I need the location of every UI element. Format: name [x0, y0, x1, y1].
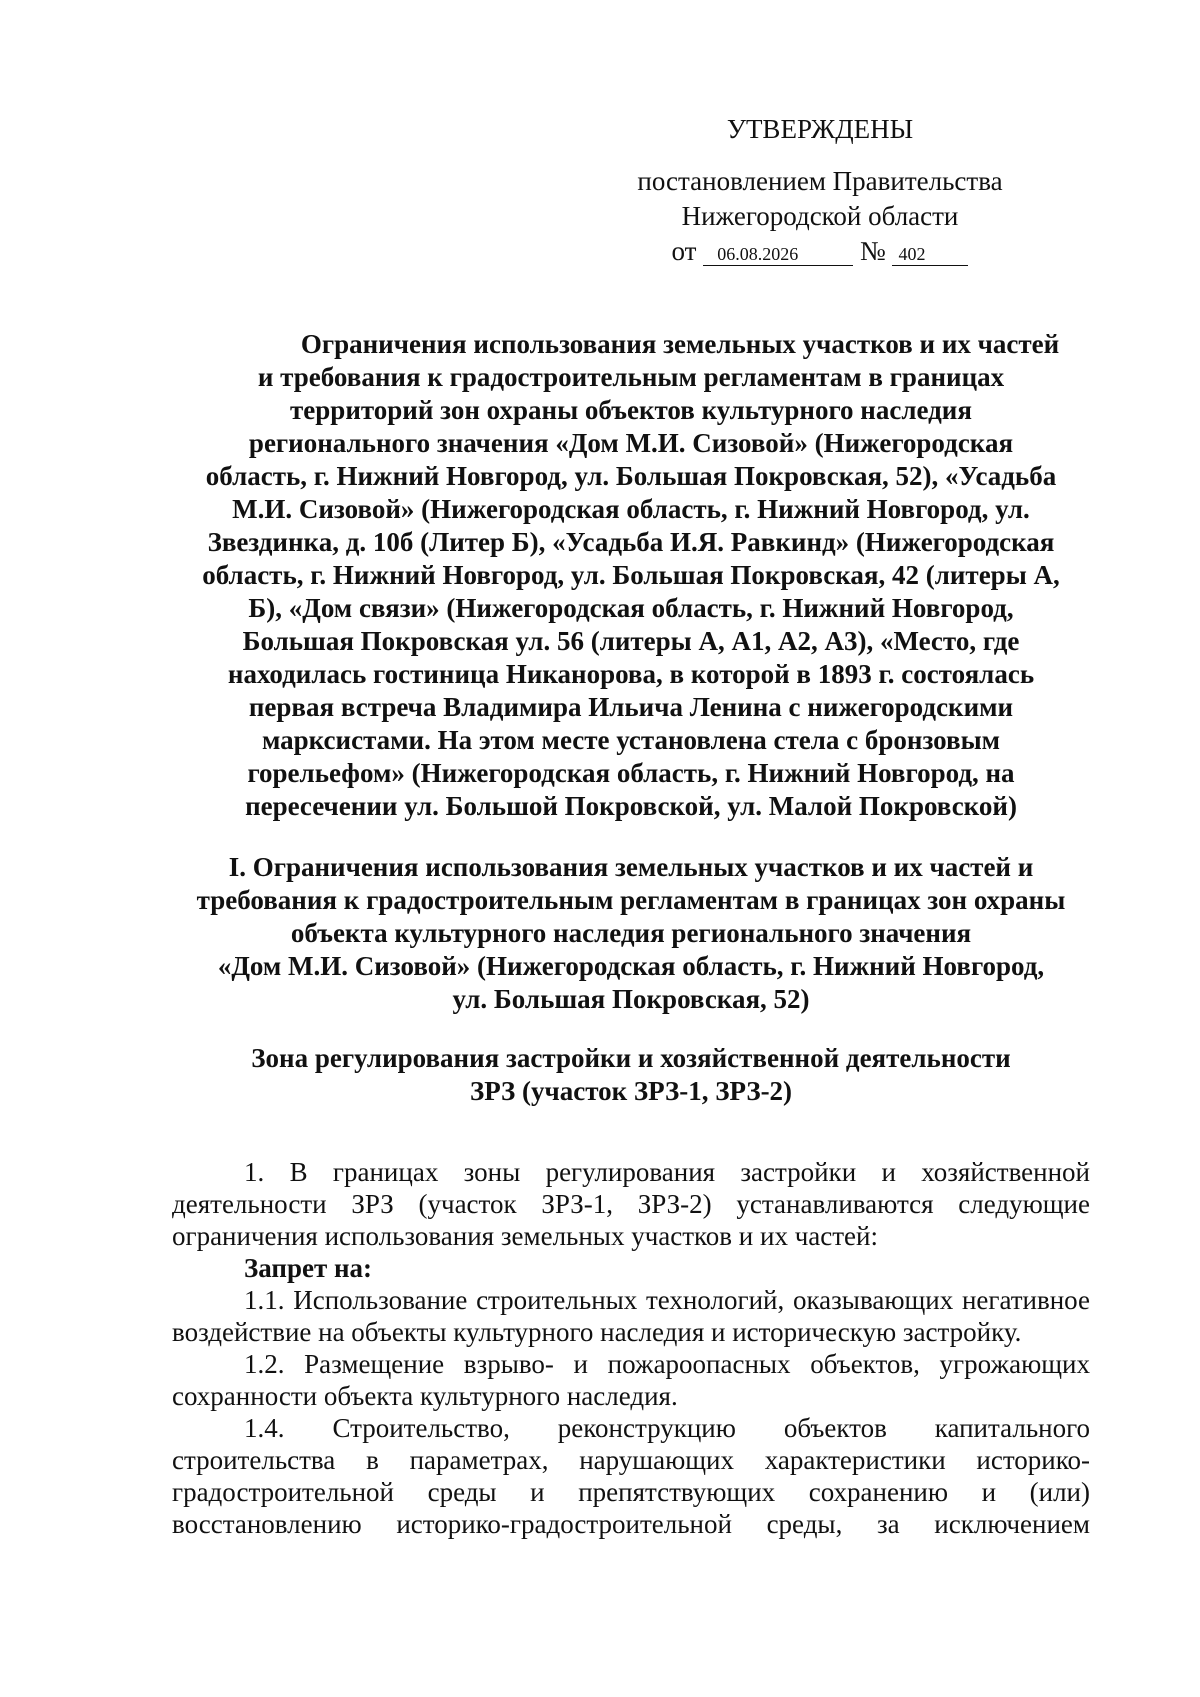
- heading-line: регионального значения «Дом М.И. Сизовой» (Нижегородская: [248, 428, 1014, 458]
- approval-title: УТВЕРЖДЕНЫ: [726, 114, 914, 144]
- main-heading: [172, 328, 1090, 823]
- heading-line: первая встреча Владимира Ильича Ленина с нижегородскими: [248, 692, 1014, 722]
- heading-line: марксистами. На этом месте установлена стела с бронзовым: [261, 725, 1001, 755]
- heading-line: М.И. Сизовой» (Нижегородская область, г. Нижний Новгород, ул.: [232, 494, 1030, 524]
- ban-label: Запрет на:: [244, 1253, 373, 1283]
- approval-block: [600, 112, 1040, 269]
- heading-line: Зона регулирования застройки и хозяйственной деятельности: [251, 1043, 1011, 1073]
- document-body: [172, 1156, 1090, 1540]
- approval-date-line: [600, 234, 1040, 269]
- heading-line: пересечении ул. Большой Покровской, ул. Малой Покровской): [245, 791, 1017, 821]
- heading-line: «Дом М.И. Сизовой» (Нижегородская область, г. Нижний Новгород,: [217, 951, 1045, 981]
- date-field: 06.08.2026: [703, 243, 853, 266]
- heading-line: I. Ограничения использования земельных участков и их частей и: [228, 852, 1034, 882]
- from-label: от: [671, 236, 697, 266]
- heading-line: находилась гостиница Никанорова, в которой в 1893 г. состоялась: [227, 659, 1035, 689]
- heading-line: Звездинка, д. 10б (Литер Б), «Усадьба И.Я. Равкинд» (Нижегородская: [207, 527, 1055, 557]
- paragraph-1-1: 1.1. Использование строительных технологий, оказывающих негативное воздействие на объекты культурного наследия и историческую застройку.: [172, 1285, 1090, 1347]
- approval-decree-line: постановлением Правительства: [637, 166, 1003, 196]
- heading-line: ЗРЗ (участок ЗРЗ-1, ЗРЗ-2): [469, 1076, 793, 1106]
- section-1-heading: [172, 851, 1090, 1016]
- paragraph-1-4: 1.4. Строительство, реконструкцию объектов капитального строительства в параметрах, нарушающих характеристики историко-градостроительной среды и препятствующих сохранению и (или) восстановлению историко-градостроительной среды, за исключением: [172, 1413, 1090, 1539]
- number-label: №: [859, 236, 886, 266]
- approval-region-line: Нижегородской области: [681, 201, 959, 231]
- heading-line: Б), «Дом связи» (Нижегородская область, г. Нижний Новгород,: [248, 593, 1014, 623]
- paragraph-1-2: 1.2. Размещение взрыво- и пожароопасных объектов, угрожающих сохранности объекта культурного наследия.: [172, 1349, 1090, 1411]
- paragraph-1: 1. В границах зоны регулирования застройки и хозяйственной деятельности ЗРЗ (участок ЗРЗ-1, ЗРЗ-2) устанавливаются следующие ограничения использования земельных участков и их частей:: [172, 1157, 1090, 1251]
- zone-heading: [172, 1042, 1090, 1108]
- number-field: 402: [892, 243, 968, 266]
- heading-line: ул. Большая Покровская, 52): [452, 984, 810, 1014]
- heading-line: Ограничения использования земельных участков и их частей: [300, 329, 1060, 359]
- heading-line: территорий зон охраны объектов культурного наследия: [290, 395, 972, 425]
- heading-line: горельефом» (Нижегородская область, г. Нижний Новгород, на: [247, 758, 1015, 788]
- heading-line: требования к градостроительным регламентам в границах зон охраны: [196, 885, 1066, 915]
- heading-line: Большая Покровская ул. 56 (литеры А, А1, А2, А3), «Место, где: [242, 626, 1020, 656]
- heading-line: и требования к градостроительным регламентам в границах: [257, 362, 1005, 392]
- heading-line: область, г. Нижний Новгород, ул. Большая Покровская, 52), «Усадьба: [205, 461, 1057, 491]
- heading-line: объекта культурного наследия регионального значения: [290, 918, 972, 948]
- heading-line: область, г. Нижний Новгород, ул. Большая Покровская, 42 (литеры А,: [202, 560, 1060, 590]
